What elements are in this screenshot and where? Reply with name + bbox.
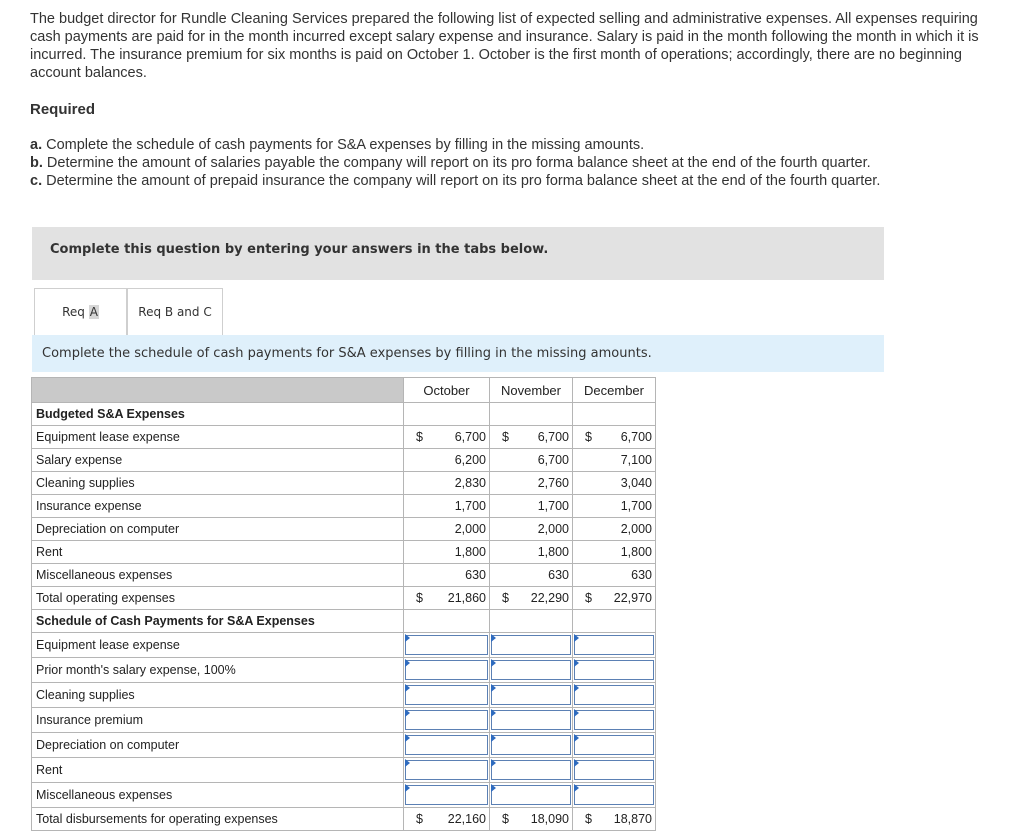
answer-input-cell[interactable] — [573, 658, 656, 683]
value-cell: 6,200 — [404, 449, 490, 472]
problem-intro: The budget director for Rundle Cleaning Services prepared the following list of expected selling and administrative expenses. All expenses requiring cash payments are paid for in the month incurred except salary expense and insurance. Salary is paid in the month following the month in which it is incurred. The insurance premium for six months is paid on October 1. October is the first month of operations; accordingly, there are no beginning account balances. — [30, 11, 979, 81]
answer-input[interactable] — [405, 760, 488, 780]
value-cell: 2,000 — [490, 518, 573, 541]
value-cell: 1,800 — [490, 541, 573, 564]
empty-cell — [490, 610, 573, 633]
row-label: Cleaning supplies — [32, 683, 404, 708]
row-label: Rent — [32, 758, 404, 783]
total-cell: $ 18,090 — [490, 808, 573, 831]
total-cell: $ 22,160 — [404, 808, 490, 831]
answer-input[interactable] — [574, 785, 654, 805]
answer-input[interactable] — [405, 710, 488, 730]
answer-input-cell[interactable] — [573, 758, 656, 783]
answer-input-cell[interactable] — [490, 658, 573, 683]
answer-input-cell[interactable] — [573, 733, 656, 758]
table-row — [32, 449, 656, 472]
tab-req-a[interactable] — [34, 288, 127, 336]
tab-req-a-label: Req A — [62, 305, 98, 319]
value-cell: $ 6,700 — [573, 426, 656, 449]
tab-instruction-text: Complete the schedule of cash payments for S&A expenses by filling in the missing amounts. — [42, 346, 652, 361]
answer-input[interactable] — [405, 685, 488, 705]
answer-input[interactable] — [491, 635, 571, 655]
value-cell: 1,700 — [490, 495, 573, 518]
total-cell: $ 21,860 — [404, 587, 490, 610]
input-marker-icon — [405, 759, 410, 767]
answer-input[interactable] — [574, 710, 654, 730]
banner-text: Complete this question by entering your answers in the tabs below. — [50, 242, 549, 257]
empty-cell — [490, 403, 573, 426]
table-header-row — [32, 378, 656, 403]
table-row — [32, 518, 656, 541]
answer-input[interactable] — [491, 760, 571, 780]
total-cell: $ 18,870 — [573, 808, 656, 831]
input-marker-icon — [491, 709, 496, 717]
row-label: Salary expense — [32, 449, 404, 472]
answer-input-cell[interactable] — [490, 683, 573, 708]
input-marker-icon — [574, 659, 579, 667]
table-row — [32, 541, 656, 564]
input-marker-icon — [574, 759, 579, 767]
answer-input-cell[interactable] — [404, 783, 490, 808]
answer-input[interactable] — [405, 735, 488, 755]
answer-input-cell[interactable] — [573, 708, 656, 733]
table-row — [32, 658, 656, 683]
value-cell: 2,000 — [573, 518, 656, 541]
header-blank-cell — [32, 378, 404, 403]
answer-input-cell[interactable] — [404, 683, 490, 708]
tab-req-b-and-c-label: Req B and C — [138, 305, 212, 319]
value-cell: 1,700 — [404, 495, 490, 518]
answer-input-cell[interactable] — [404, 733, 490, 758]
value-cell: 7,100 — [573, 449, 656, 472]
input-marker-icon — [491, 659, 496, 667]
empty-cell — [404, 610, 490, 633]
answer-input-cell[interactable] — [404, 708, 490, 733]
answer-input[interactable] — [491, 735, 571, 755]
schedule-total-row — [32, 808, 656, 831]
value-cell: 1,800 — [573, 541, 656, 564]
table-row — [32, 783, 656, 808]
answer-input-cell[interactable] — [404, 658, 490, 683]
answer-input[interactable] — [491, 785, 571, 805]
answer-input-cell[interactable] — [404, 758, 490, 783]
header-november: November — [490, 378, 573, 403]
answer-input[interactable] — [405, 635, 488, 655]
input-marker-icon — [574, 634, 579, 642]
table-row — [32, 683, 656, 708]
answer-input[interactable] — [574, 685, 654, 705]
instructions-banner — [32, 227, 884, 280]
input-marker-icon — [574, 709, 579, 717]
requirement-b: b. Determine the amount of salaries payable the company will report on its pro forma balance sheet at the end of the fourth quarter. — [30, 155, 871, 171]
value-cell: 2,830 — [404, 472, 490, 495]
tab-instruction — [32, 335, 884, 372]
input-marker-icon — [405, 684, 410, 692]
row-label: Prior month's salary expense, 100% — [32, 658, 404, 683]
schedule-section-row — [32, 610, 656, 633]
row-label: Rent — [32, 541, 404, 564]
row-label: Equipment lease expense — [32, 633, 404, 658]
input-marker-icon — [405, 784, 410, 792]
input-marker-icon — [405, 634, 410, 642]
value-cell: 630 — [404, 564, 490, 587]
answer-input[interactable] — [574, 660, 654, 680]
value-cell: 630 — [573, 564, 656, 587]
row-label: Depreciation on computer — [32, 518, 404, 541]
requirements-list — [30, 136, 1000, 190]
input-marker-icon — [574, 684, 579, 692]
requirement-a: a. Complete the schedule of cash payments for S&A expenses by filling in the missing amounts. — [30, 137, 645, 153]
tab-req-b-and-c[interactable] — [127, 288, 223, 336]
value-cell: 3,040 — [573, 472, 656, 495]
budget-total-row — [32, 587, 656, 610]
total-cell: $ 22,290 — [490, 587, 573, 610]
table-row — [32, 472, 656, 495]
value-cell: 2,760 — [490, 472, 573, 495]
answer-input-cell[interactable] — [490, 733, 573, 758]
value-cell: 2,000 — [404, 518, 490, 541]
table-row — [32, 758, 656, 783]
empty-cell — [573, 403, 656, 426]
answer-input[interactable] — [574, 760, 654, 780]
value-cell: $ 6,700 — [490, 426, 573, 449]
row-label: Depreciation on computer — [32, 733, 404, 758]
answer-input[interactable] — [574, 735, 654, 755]
input-marker-icon — [405, 659, 410, 667]
input-marker-icon — [405, 709, 410, 717]
answer-input-cell[interactable] — [490, 708, 573, 733]
answer-input[interactable] — [491, 660, 571, 680]
input-marker-icon — [491, 734, 496, 742]
row-label: Miscellaneous expenses — [32, 564, 404, 587]
table-row — [32, 708, 656, 733]
input-marker-icon — [491, 784, 496, 792]
total-cell: $ 22,970 — [573, 587, 656, 610]
answer-input[interactable] — [491, 710, 571, 730]
required-heading: Required — [30, 101, 96, 118]
input-marker-icon — [491, 759, 496, 767]
answer-input-cell[interactable] — [404, 633, 490, 658]
value-cell: $ 6,700 — [404, 426, 490, 449]
table-row — [32, 426, 656, 449]
answer-input-cell[interactable] — [490, 758, 573, 783]
row-label: Miscellaneous expenses — [32, 783, 404, 808]
answer-input[interactable] — [405, 785, 488, 805]
answer-input[interactable] — [491, 685, 571, 705]
answer-input-cell[interactable] — [490, 633, 573, 658]
input-marker-icon — [491, 684, 496, 692]
row-label: Insurance premium — [32, 708, 404, 733]
table-row — [32, 495, 656, 518]
row-label: Total disbursements for operating expenses — [32, 808, 404, 831]
row-label: Insurance expense — [32, 495, 404, 518]
table-row — [32, 564, 656, 587]
input-marker-icon — [491, 634, 496, 642]
table-row — [32, 633, 656, 658]
answer-input-cell[interactable] — [490, 783, 573, 808]
empty-cell — [573, 610, 656, 633]
header-october: October — [404, 378, 490, 403]
value-cell: 1,800 — [404, 541, 490, 564]
row-label: Cleaning supplies — [32, 472, 404, 495]
budget-section-heading: Budgeted S&A Expenses — [32, 403, 404, 426]
answer-input-cell[interactable] — [573, 683, 656, 708]
answer-input[interactable] — [574, 635, 654, 655]
row-label: Equipment lease expense — [32, 426, 404, 449]
empty-cell — [404, 403, 490, 426]
header-december: December — [573, 378, 656, 403]
input-marker-icon — [574, 734, 579, 742]
input-marker-icon — [574, 784, 579, 792]
answer-input[interactable] — [405, 660, 488, 680]
value-cell: 6,700 — [490, 449, 573, 472]
value-cell: 1,700 — [573, 495, 656, 518]
table-row — [32, 733, 656, 758]
row-label: Total operating expenses — [32, 587, 404, 610]
requirement-c: c. Determine the amount of prepaid insurance the company will report on its pro forma balance sheet at the end of the fourth quarter. — [30, 173, 881, 189]
schedule-section-heading: Schedule of Cash Payments for S&A Expenses — [32, 610, 404, 633]
answer-input-cell[interactable] — [573, 633, 656, 658]
answer-input-cell[interactable] — [573, 783, 656, 808]
budget-section-row — [32, 403, 656, 426]
sa-expense-schedule-table — [31, 377, 656, 831]
value-cell: 630 — [490, 564, 573, 587]
input-marker-icon — [405, 734, 410, 742]
